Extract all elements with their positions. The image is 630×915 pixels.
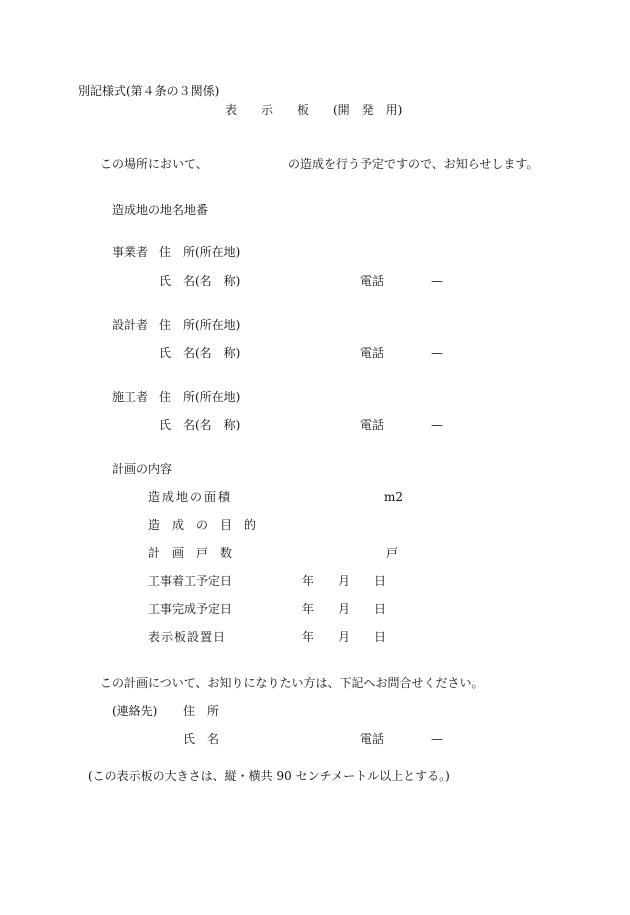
constructor-address-label: 住 所(所在地) <box>159 390 241 404</box>
designer-phone-label: 電話 <box>360 346 385 360</box>
intro-text-2: の造成を行う予定ですので、お知らせします。 <box>288 157 539 171</box>
document-title: 表 示 板 (開 発 用) <box>225 103 403 117</box>
constructor-role-label: 施工者 <box>112 390 149 404</box>
start-date-label: 工事着工予定日 <box>148 574 233 588</box>
designer-address-label: 住 所(所在地) <box>159 318 241 332</box>
contact-phone-dash: — <box>431 732 443 746</box>
completion-year: 年 <box>302 602 315 616</box>
constructor-name-label: 氏 名(名 称) <box>159 418 241 432</box>
operator-role-label: 事業者 <box>112 245 149 259</box>
operator-name-label: 氏 名(名 称) <box>159 274 241 288</box>
start-month: 月 <box>338 574 351 588</box>
start-year: 年 <box>302 574 315 588</box>
form-reference: 別記様式(第４条の３関係) <box>78 84 220 98</box>
sign-year: 年 <box>302 630 315 644</box>
purpose-label: 造 成 の 目 的 <box>148 518 257 532</box>
sign-day: 日 <box>374 630 387 644</box>
units-unit: 戸 <box>386 546 399 560</box>
area-label: 造成地の面積 <box>148 490 233 504</box>
operator-address-label: 住 所(所在地) <box>159 245 241 259</box>
intro-text-1: この場所において、 <box>100 157 208 171</box>
units-label: 計 画 戸 数 <box>148 546 233 560</box>
area-unit: m2 <box>384 490 404 504</box>
size-footnote: (この表示板の大きさは、縦・横共 90 センチメートル以上とする。) <box>88 769 450 783</box>
completion-date-label: 工事完成予定日 <box>148 602 233 616</box>
contact-phone-label: 電話 <box>360 732 385 746</box>
sign-month: 月 <box>338 630 351 644</box>
constructor-phone-label: 電話 <box>360 418 385 432</box>
designer-phone-dash: — <box>431 346 443 360</box>
contact-address-label: 住 所 <box>183 704 220 718</box>
site-location-label: 造成地の地名地番 <box>112 203 209 217</box>
plan-heading: 計画の内容 <box>112 462 173 476</box>
inquiry-text: この計画について、お知りになりたい方は、下記へお問合せください。 <box>100 676 484 690</box>
completion-month: 月 <box>338 602 351 616</box>
designer-role-label: 設計者 <box>112 318 149 332</box>
completion-day: 日 <box>374 602 387 616</box>
contact-name-label: 氏 名 <box>183 732 220 746</box>
constructor-phone-dash: — <box>431 418 443 432</box>
designer-name-label: 氏 名(名 称) <box>159 346 241 360</box>
operator-phone-dash: — <box>431 274 443 288</box>
contact-label: (連絡先) <box>112 704 158 718</box>
start-day: 日 <box>374 574 387 588</box>
operator-phone-label: 電話 <box>360 274 385 288</box>
sign-date-label: 表示板設置日 <box>148 630 227 644</box>
